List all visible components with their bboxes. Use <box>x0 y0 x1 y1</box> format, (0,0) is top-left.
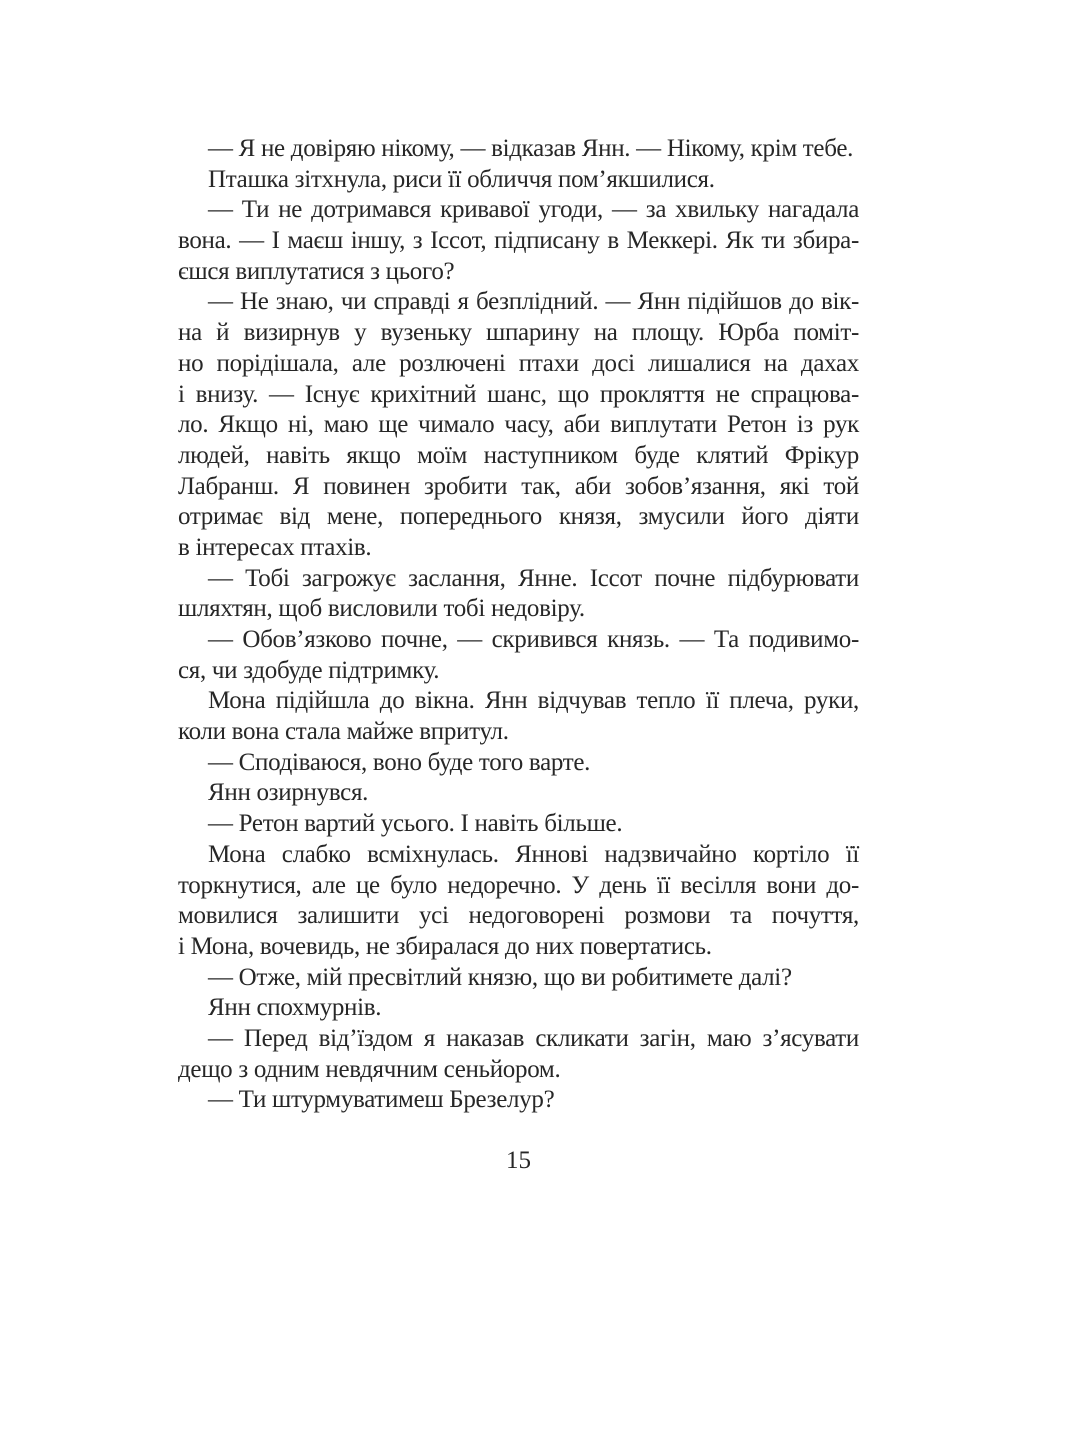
text-line: но порідішала, але розлючені птахи досі лишалися на дахах <box>178 349 859 377</box>
text-line: — Обов’язково почне, — скривився князь. — Та подивимо- <box>208 626 859 653</box>
text-line: отримає від мене, попереднього князя, змусили його діяти <box>178 503 859 531</box>
text-line: — Перед від’їздом я наказав скликати загін, маю з’ясувати <box>208 1024 859 1052</box>
text-line: — Я не довіряю нікому, — відказав Янн. — Нікому, крім тебе. <box>208 135 854 162</box>
paragraph <box>178 625 859 686</box>
text-line: на й визирнув у вузеньку шпарину на площу. Юрба поміт- <box>178 319 859 347</box>
page-number: 15 <box>506 1147 531 1174</box>
paragraph <box>178 564 859 625</box>
paragraph <box>178 840 859 963</box>
text-line: в інтересах птахів. <box>178 533 372 561</box>
text-line: — Ретон вартий усього. І навіть більше. <box>208 810 623 838</box>
paragraph <box>178 748 859 779</box>
paragraph <box>178 165 859 196</box>
paragraph <box>178 1085 859 1116</box>
text-line: ся, чи здобуде підтримку. <box>178 656 440 684</box>
paragraph <box>178 287 859 563</box>
text-line: шляхтян, щоб висловили тобі недовіру. <box>178 595 585 623</box>
paragraph <box>178 778 859 809</box>
text-line: ло. Якщо ні, маю ще чимало часу, аби виплутати Ретон із рук <box>178 411 859 439</box>
text-line: коли вона стала майже впритул. <box>178 718 509 746</box>
text-line: торкнутися, але це було недоречно. У день її весілля вони до- <box>178 871 859 899</box>
text-line: і внизу. — Існує крихітний шанс, що прокляття не спрацюва- <box>178 380 859 408</box>
text-block <box>178 134 859 1116</box>
text-line: — Отже, мій пресвітлий князю, що ви робитимете далі? <box>208 963 792 991</box>
text-line: — Сподіваюся, воно буде того варте. <box>208 748 591 776</box>
text-line: дещо з одним невдячним сеньйором. <box>178 1055 561 1083</box>
text-line: і Мона, вочевидь, не збиралася до них повертатись. <box>178 932 712 960</box>
paragraph <box>178 963 859 994</box>
paragraph <box>178 1024 859 1085</box>
text-line: Лабранш. Я повинен зробити так, аби зобов’язання, які той <box>178 472 859 500</box>
text-line: Янн спохмурнів. <box>208 994 382 1022</box>
paragraph <box>178 993 859 1024</box>
text-line: — Тобі загрожує заслання, Янне. Іссот почне підбурювати <box>208 564 859 592</box>
text-line: — Ти не дотримався кривавої угоди, — за хвильку нагадала <box>208 196 859 224</box>
text-line: людей, навіть якщо моїм наступником буде клятий Фрікур <box>178 441 859 469</box>
paragraph <box>178 134 859 165</box>
text-line: Мона слабко всміхнулась. Яннові надзвичайно кортіло її <box>208 840 859 868</box>
text-line: мовилися залишити усі недоговорені розмови та почуття, <box>178 902 859 930</box>
text-line: — Ти штурмуватимеш Брезелур? <box>208 1086 555 1114</box>
text-line: — Не знаю, чи справді я безплідний. — Янн підійшов до вік- <box>208 288 859 316</box>
text-line: Мона підійшла до вікна. Янн відчував тепло її плеча, руки, <box>208 687 859 715</box>
text-line: вона. — І маєш іншу, з Іссот, підписану в Меккері. Як ти збира- <box>178 227 859 255</box>
paragraph <box>178 809 859 840</box>
text-line: Пташка зітхнула, риси її обличчя пом’якшилися. <box>208 165 715 193</box>
paragraph <box>178 195 859 287</box>
paragraph <box>178 686 859 747</box>
text-line: єшся виплутатися з цього? <box>178 257 455 285</box>
text-line: Янн озирнувся. <box>208 779 369 807</box>
